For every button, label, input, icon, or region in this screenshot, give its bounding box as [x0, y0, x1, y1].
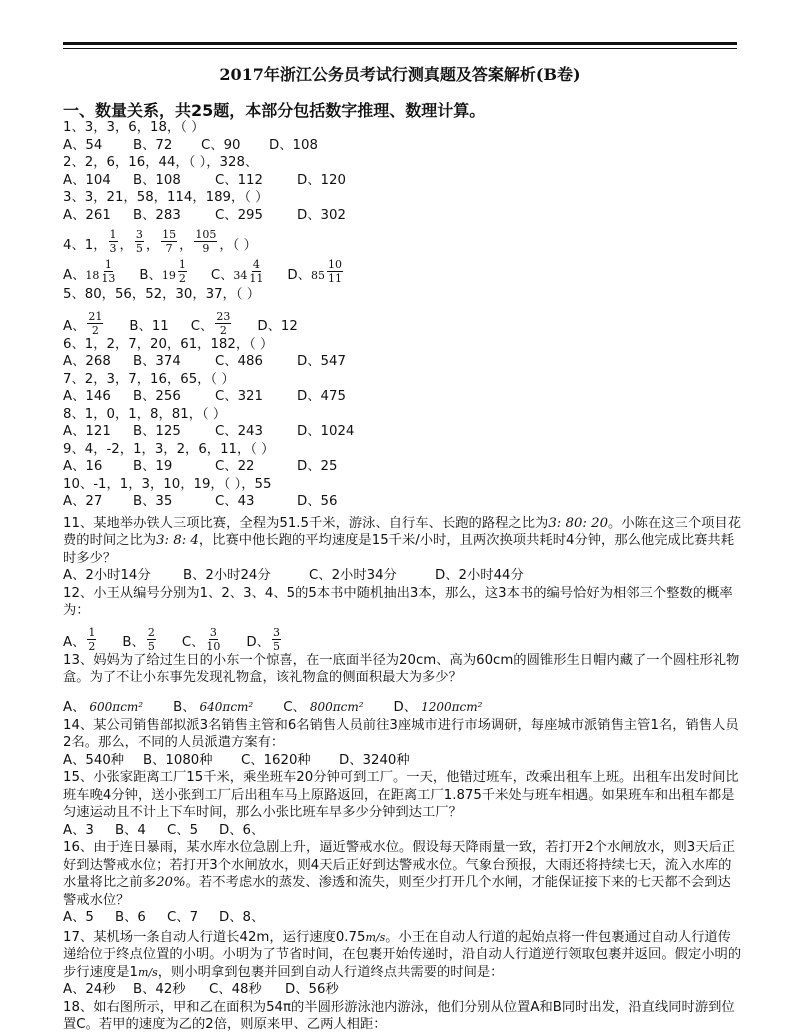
fraction: $\frac{2}{5}$: [147, 625, 155, 653]
page-title: 2017年浙江公务员考试行测真题及答案解析(B卷): [219, 65, 581, 84]
question-7-options: A、146 B、256 C、321 D、475: [63, 389, 346, 404]
question-15-options: A、3 B、4 C、5 D、6、: [63, 822, 265, 838]
question-16-options: A、5 B、6 C、7 D、8、: [63, 910, 265, 925]
question-17-options: A、24秒 B、42秒 C、48秒 D、56秒: [63, 982, 339, 997]
question-5-options: A、 $\frac{21}{2}$ B、11 C、 $\frac{23}{2}$ D、12: [63, 309, 298, 337]
question-12-options: A、 $\frac{1}{2}$ B、 $\frac{2}{5}$ C、 $\frac{3}{10}$ D、 $\frac{3}{5}$: [63, 625, 280, 653]
question-17: 17、某机场一条自动人行道长42m，运行速度0.75m/s。小王在自动人行道的起始点将一件包裹通过自动人行道传递给位于终点位置的小明。小明为了节省时间，在包裹开始传递时，沿自动人行道逆行领取包裹并返回。假定小明的步行速度是1m/s，则小明拿到包裹并回到自动人行道终点共需要的时间是：: [63, 929, 742, 980]
question-10-options: A、27 B、35 C、43 D、56: [63, 494, 338, 509]
fraction: $\frac{21}{2}$: [88, 309, 103, 337]
question-13: 13、妈妈为了给过生日的小东一个惊喜，在一底面半径为20cm、高为60cm的圆锥形生日帽内藏了一个圆柱形礼物盒。为了不让小东事先发现礼物盒，该礼物盒的侧面积最大为多少？: [63, 652, 740, 685]
question-13-options: A、 600πcm² B、 640πcm² C、 800πcm² D、 1200πcm²: [63, 700, 483, 715]
question-8: 8、1，0，1，8，81，（ ）: [63, 406, 227, 422]
fraction: $\frac{1}{3}$: [109, 228, 117, 255]
header-rule-thin: [63, 48, 737, 49]
fraction: $\frac{15}{7}$: [162, 228, 177, 255]
fraction: $\frac{105}{9}$: [195, 228, 217, 255]
question-7: 7、2，3，7，16，65，（ ）: [63, 371, 235, 387]
question-18: 18、如右图所示，甲和乙在面积为54π的半圆形游泳池内游泳，他们分别从位置A和B同时出发，沿直线同时游到位置C。若甲的速度为乙的2倍，则原来甲、乙两人相距：: [63, 999, 735, 1032]
question-11-options: A、2小时14分 B、2小时24分 C、2小时34分 D、2小时44分: [63, 568, 524, 583]
question-2-options: A、104 B、108 C、112 D、120: [63, 172, 346, 188]
fraction: $\frac{1}{13}$: [101, 258, 116, 285]
fraction: $\frac{1}{2}$: [88, 625, 96, 653]
fraction: $\frac{3}{5}$: [272, 625, 280, 653]
question-6: 6、1，2，7，20，61，182，（ ）: [63, 336, 274, 352]
header-rule-thick: [63, 42, 737, 45]
fraction: $\frac{23}{2}$: [216, 309, 231, 337]
question-16: 16、由于连日暴雨，某水库水位急剧上升，逼近警戒水位。假设每天降雨量一致，若打开2个水闸放水，则3天后正好到达警戒水位；若打开3个水闸放水，则4天后正好到达警戒水位。气象台预报，大雨还将持续七天，流入水库的水量将比之前多20%。若不考虑水的蒸发、渗透和流失，则至少打开几个水闸，才能保证接下来的七天都不会到达警戒水位？: [63, 840, 736, 908]
fraction: $\frac{3}{5}$: [135, 228, 143, 255]
question-15: 15、小张家距离工厂15千米，乘坐班车20分钟可到工厂。一天，他错过班车，改乘出租车上班。出租车出发时间比班车晚4分钟，送小张到工厂后出租车马上原路返回，在距离工厂1.875千米处与班车相遇。如果班车和出租车都是匀速运动且不计上下车时间，那么小张比班车早多少分钟到达工厂？: [63, 770, 739, 820]
question-14-options: A、540种 B、1080种 C、1620种 D、3240种: [63, 752, 410, 768]
question-8-options: A、121 B、125 C、243 D、1024: [63, 424, 355, 439]
question-5: 5、80，56，52，30，37，（ ）: [63, 287, 261, 302]
question-11: 11、某地举办铁人三项比赛，全程为51.5千米，游泳、自行车、长跑的路程之比为3: 80: 20。小陈在这三个项目花费的时间之比为3: 8: 4，比赛中他长跑的平均速度是15千米/小时，且两次换项共耗时4分钟，那么他完成比赛共耗时多少？: [63, 515, 742, 566]
question-10: 10、-1，1，3，10，19，（ ），55: [63, 476, 272, 492]
question-9-options: A、16 B、19 C、22 D、25: [63, 459, 338, 474]
section-heading: 一、数量关系，共25题，本部分包括数字推理、数理计算。: [63, 101, 486, 120]
question-14: 14、某公司销售部拟派3名销售主管和6名销售人员前往3座城市进行市场调研，每座城市派销售主管1名，销售人员2名。那么，不同的人员派遣方案有：: [63, 717, 739, 750]
question-6-options: A、268 B、374 C、486 D、547: [63, 354, 346, 369]
question-2: 2、2，6，16，44，（ ），328、: [63, 155, 259, 170]
question-4: 4、1， $\frac{1}{3}$ ， $\frac{3}{5}$ ， $\frac{15}{7}$ ， $\frac{105}{9}$ ，（ ）: [63, 228, 257, 255]
question-1-options: A、54 B、72 C、90 D、108: [63, 137, 318, 153]
question-3: 3、3，21，58，114，189，（ ）: [63, 190, 269, 205]
fraction: $\frac{3}{10}$: [206, 625, 221, 653]
question-4-options: A、 18 $\frac{1}{13}$ B、 19 $\frac{1}{2}$ C、 34 $\frac{4}{11}$ D、 85 $\frac{10}{11}$: [63, 258, 342, 285]
question-12: 12、小王从编号分别为1、2、3、4、5的5本书中随机抽出3本，那么，这3本书的编号恰好为相邻三个整数的概率为：: [63, 585, 733, 618]
fraction: $\frac{4}{11}$: [249, 258, 264, 285]
question-1: 1、3，3，6，18，（ ）: [63, 120, 205, 135]
question-9: 9、4，-2，1，3，2，6，11，（ ）: [63, 441, 275, 457]
question-3-options: A、261 B、283 C、295 D、302: [63, 207, 346, 223]
question-list: [63, 119, 743, 1034]
fraction: $\frac{10}{11}$: [327, 258, 342, 285]
fraction: $\frac{1}{2}$: [178, 258, 186, 285]
